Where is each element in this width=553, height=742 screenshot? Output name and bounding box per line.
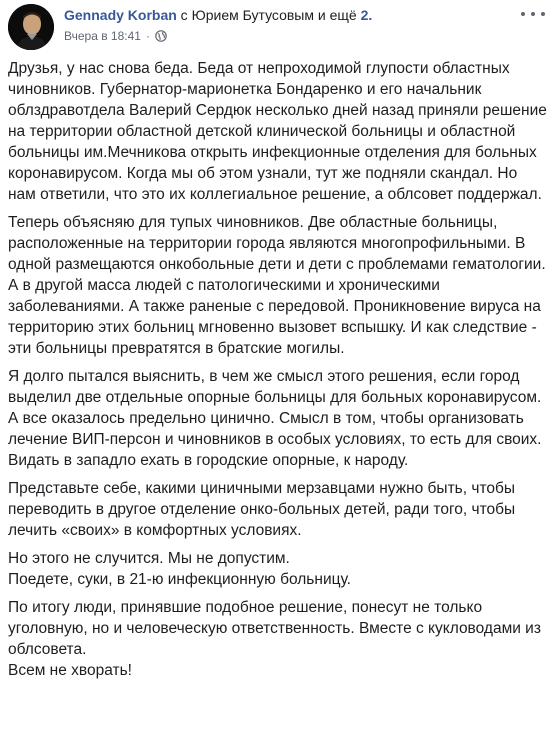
author-avatar[interactable] bbox=[8, 4, 54, 50]
tagged-with-text: с Юрием Бутусовым и ещё bbox=[176, 7, 361, 23]
more-options-icon[interactable] bbox=[521, 6, 545, 22]
author-line bbox=[64, 6, 505, 24]
avatar-portrait-icon bbox=[8, 4, 54, 50]
post-paragraph: Теперь объясняю для тупых чиновников. Две областные больницы, расположенные на территории города являются многопрофильными. В одной размещаются онкобольные дети и дети с проблемами гематологии. А в другой масса людей с патологическими и хроническими заболеваниями. А также раненые с передовой. Проникновение вируса на территорию этих больниц мгновенно вызовет вспышку. И как следствие - эти больницы превратятся в братские могилы. bbox=[8, 214, 546, 357]
globe-icon[interactable] bbox=[155, 30, 167, 42]
post-text bbox=[8, 58, 548, 688]
post-meta bbox=[64, 6, 505, 44]
post-header bbox=[8, 4, 545, 48]
post-paragraph: Представьте себе, какими циничными мерзавцами нужно быть, чтобы переводить в другое отделение онко-больных детей, ради того, чтобы лечить «своих» в комфортных условиях. bbox=[8, 480, 516, 539]
author-name-link[interactable]: Gennady Korban bbox=[64, 7, 177, 23]
post-paragraph: Я долго пытался выяснить, в чем же смысл этого решения, если город выделил две отдельные опорные больницы для больных коронавирусом. А все оказалось предельно цинично. Смысл в том, чтобы организовать лечение ВИП-персон и чиновников в особых условиях, то есть для своих. Видать в западло ехать в городские опорные, к народу. bbox=[8, 368, 542, 469]
tagged-others-link[interactable]: 2. bbox=[360, 7, 373, 23]
post-paragraph: Но этого не случится. Мы не допустим. Поедете, суки, в 21-ю инфекционную больницу. bbox=[8, 550, 351, 588]
post-paragraph: По итогу люди, принявшие подобное решение, понесут не только уголовную, но и человеческую ответственность. Вместе с кукловодами из облсовета. Всем не хворать! bbox=[8, 599, 541, 679]
meta-separator: · bbox=[145, 29, 150, 43]
post-paragraph: Друзья, у нас снова беда. Беда от непроходимой глупости областных чиновников. Губернатор-марионетка Бондаренко и его начальник облздравотдела Валерий Сердюк несколько дней назад приняли решение на территории областной детской клинической больницы и областной больницы им.Мечникова открыть инфекционные отделения для больных коронавирусом. Когда мы об этом узнали, тут же подняли скандал. Но нам ответили, что это их коллегиальное решение, а облсовет поддержал. bbox=[8, 60, 547, 203]
post-timestamp-link[interactable]: Вчера в 18:41 bbox=[64, 29, 141, 43]
timestamp-line bbox=[64, 28, 505, 44]
